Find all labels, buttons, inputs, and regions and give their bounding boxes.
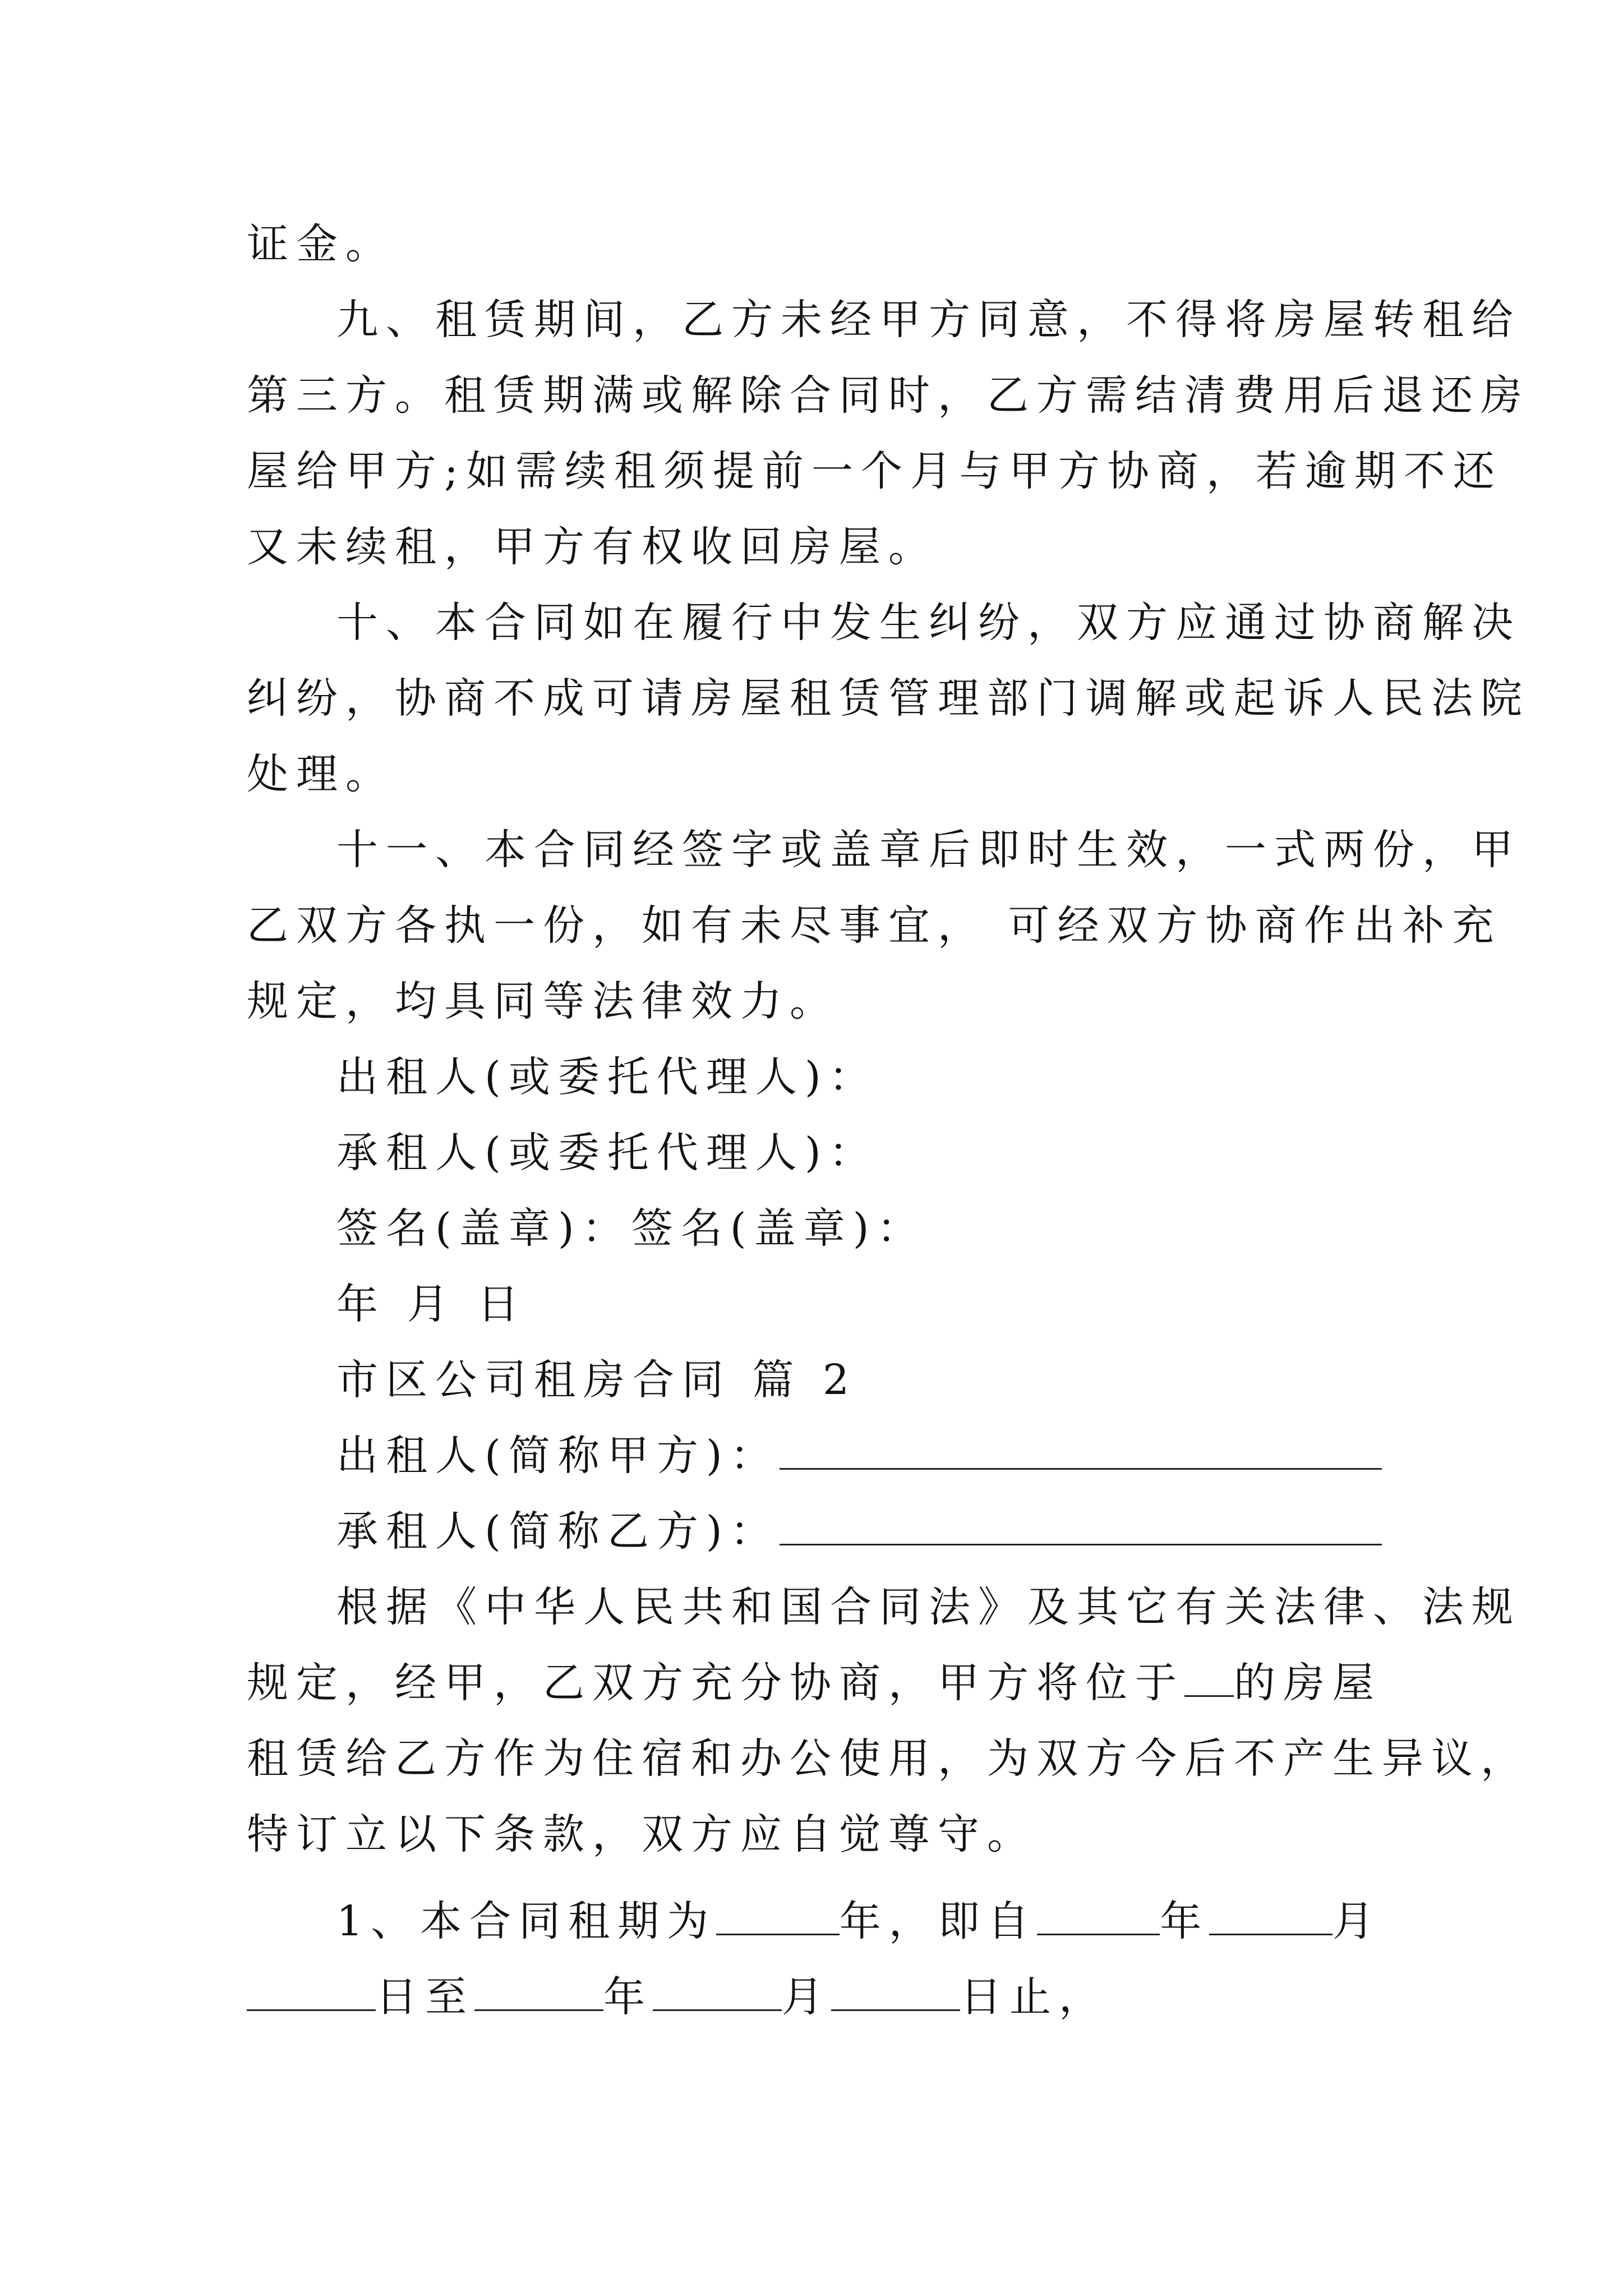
basis-line-1: 根据《中华人民共和国合同法》及其它有关法律、法规	[336, 1583, 1521, 1631]
clause-11-line-3: 规定，均具同等法律效力。	[247, 977, 839, 1025]
term-text-d: 月	[1332, 1897, 1382, 1945]
term-text-a: 1、本合同租期为	[336, 1897, 717, 1945]
term-text-c: 年	[1160, 1897, 1210, 1945]
paragraph-line: 证金。	[247, 220, 395, 268]
clause-10-line-2: 纠纷，协商不成可请房屋租赁管理部门调解或起诉人民法院	[247, 674, 1530, 723]
start-month-field[interactable]	[1209, 1900, 1332, 1935]
term-text-f: 年	[603, 1973, 653, 2021]
basis-text-a: 规定，经甲，乙双方充分协商，甲方将位于	[247, 1659, 1184, 1707]
section-title: 市区公司租房合同 篇 2	[336, 1356, 857, 1404]
lessor-label: 出租人(简称甲方)：	[336, 1432, 780, 1480]
clause-10-line-1: 十、本合同如在履行中发生纠纷，双方应通过协商解决	[336, 599, 1521, 647]
clause-9-line-1: 九、租赁期间，乙方未经甲方同意，不得将房屋转租给	[336, 296, 1521, 344]
lessee-agent-label: 承租人(或委托代理人)：	[336, 1129, 878, 1177]
basis-text-b: 的房屋	[1234, 1659, 1382, 1707]
end-month-field[interactable]	[653, 1976, 782, 2011]
lessor-row	[336, 1428, 1382, 1489]
term-line-1	[336, 1893, 1382, 1955]
lessee-name-field[interactable]	[780, 1510, 1382, 1545]
lessee-row	[336, 1503, 1382, 1565]
basis-line-2	[247, 1655, 1382, 1717]
term-years-field[interactable]	[716, 1900, 840, 1935]
term-text-h: 日止，	[960, 1973, 1108, 2021]
basis-line-3: 租赁给乙方作为住宿和办公使用，为双方今后不产生异议，	[247, 1734, 1530, 1783]
clause-10-line-3: 处理。	[247, 750, 395, 798]
clause-11-line-1: 十一、本合同经签字或盖章后即时生效，一式两份，甲	[336, 826, 1521, 874]
start-day-field[interactable]	[247, 1976, 376, 2011]
clause-9-line-3: 屋给甲方;如需续租须提前一个月与甲方协商，若逾期不还	[247, 447, 1502, 495]
term-text-g: 月	[782, 1973, 831, 2021]
lessor-agent-label: 出租人(或委托代理人)：	[336, 1053, 878, 1101]
end-year-field[interactable]	[474, 1976, 603, 2011]
clause-9-line-4: 又未续租，甲方有权收回房屋。	[247, 523, 938, 571]
term-text-e: 日至	[376, 1973, 474, 2021]
clause-11-line-2: 乙双方各执一份，如有未尽事宜， 可经双方协商作出补充	[247, 901, 1502, 950]
end-day-field[interactable]	[831, 1976, 960, 2011]
lessor-name-field[interactable]	[780, 1434, 1382, 1470]
property-location-field[interactable]	[1184, 1662, 1234, 1697]
start-year-field[interactable]	[1037, 1900, 1160, 1935]
clause-9-line-2: 第三方。租赁期满或解除合同时，乙方需结清费用后退还房	[247, 371, 1530, 420]
basis-line-4: 特订立以下条款，双方应自觉尊守。	[247, 1810, 1036, 1858]
term-text-b: 年，即自	[839, 1897, 1037, 1945]
signature-label: 签名(盖章)：签名(盖章)：	[336, 1204, 926, 1253]
date-label: 年 月 日	[336, 1280, 527, 1328]
term-line-2	[247, 1969, 1382, 2031]
lessee-label: 承租人(简称乙方)：	[336, 1507, 780, 1556]
